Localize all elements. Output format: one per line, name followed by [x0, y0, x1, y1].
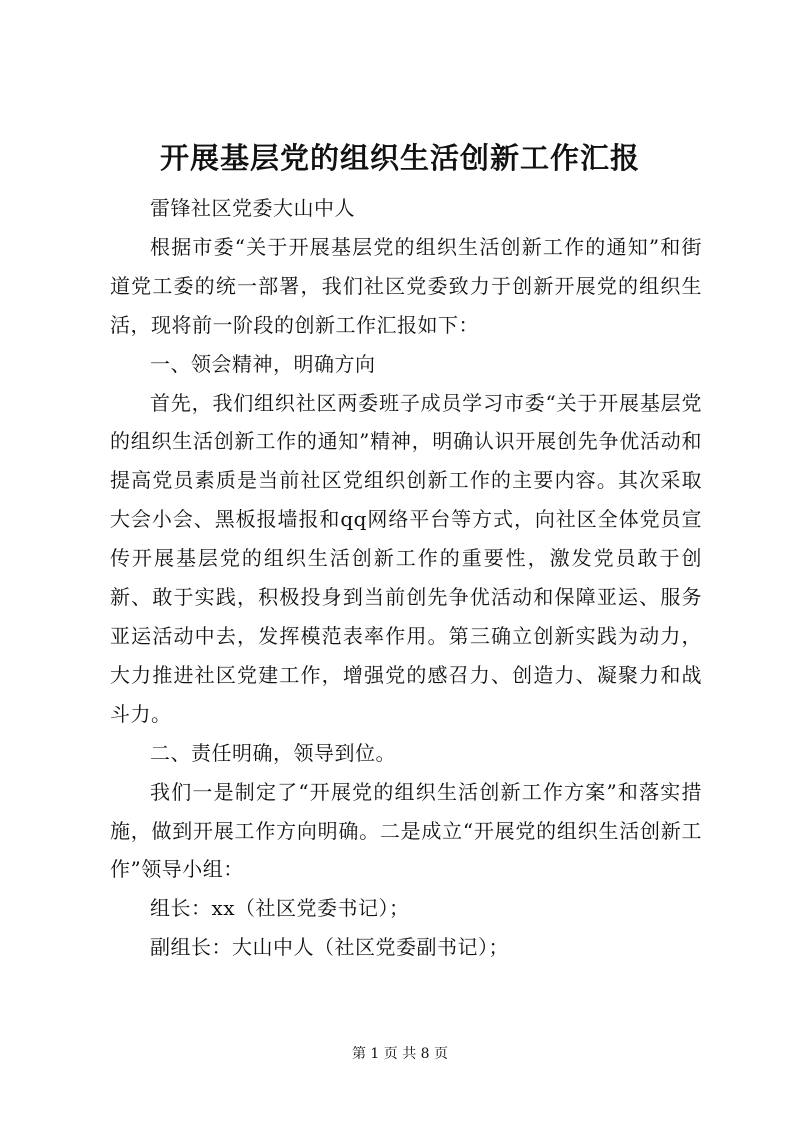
intro-paragraph: 根据市委“关于开展基层党的组织生活创新工作的通知”和街道党工委的统一部署，我们社区党委致力于创新开展党的组织生活，现将前一阶段的创新工作汇报如下：	[110, 234, 702, 337]
section-1-paragraph: 首先，我们组织社区两委班子成员学习市委“关于开展基层党的组织生活创新工作的通知”精神，明确认识开展创先争优活动和提高党员素质是当前社区党组织创新工作的主要内容。其次采取大会小会、黑板报墙报和qq网络平台等方式，向社区全体党员宣传开展基层党的组织生活创新工作的重要性，激发党员敢于创新、敢于实践，积极投身到当前创先争优活动和保障亚运、服务亚运活动中去，发挥模范表率作用。第三确立创新实践为动力，大力推进社区党建工作，增强党的感召力、创造力、凝聚力和战斗力。	[110, 390, 702, 726]
section-2-paragraph: 我们一是制定了“开展党的组织生活创新工作方案”和落实措施，做到开展工作方向明确。二是成立“开展党的组织生活创新工作”领导小组：	[110, 779, 702, 882]
document-title: 开展基层党的组织生活创新工作汇报	[159, 141, 640, 175]
author-line: 雷锋社区党委大山中人	[150, 196, 355, 220]
document-body	[110, 189, 702, 967]
section-heading-1: 一、领会精神，明确方向	[150, 351, 376, 376]
deputy-leader-line: 副组长：大山中人（社区党委副书记）；	[150, 935, 509, 960]
page-number-footer: 第 1 页 共 8 页	[351, 1046, 449, 1062]
section-heading-2: 二、责任明确，领导到位。	[150, 740, 396, 765]
leader-line: 组长：xx（社区党委书记）；	[150, 896, 410, 921]
